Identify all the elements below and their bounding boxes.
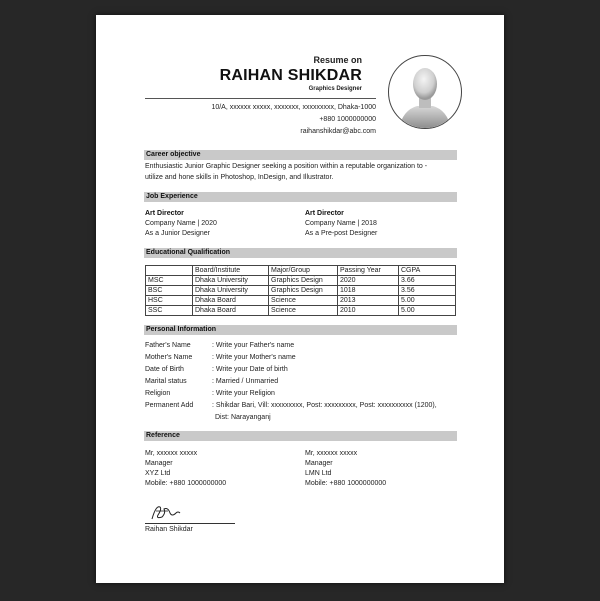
address-continuation: Dist: Narayanganj <box>215 414 271 421</box>
job-position: As a Junior Designer <box>145 230 210 237</box>
table-cell: Science <box>269 306 338 316</box>
table-cell: 1018 <box>338 286 399 296</box>
resume-on-label: Resume on <box>313 55 362 65</box>
table-cell: 2020 <box>338 276 399 286</box>
table-cell: 5.00 <box>399 306 456 316</box>
reference-mobile: Mobile: +880 1000000000 <box>305 480 387 487</box>
table-header-cell <box>146 266 193 276</box>
table-cell: Dhaka Board <box>193 306 269 316</box>
table-cell: HSC <box>146 296 193 306</box>
table-cell: 2013 <box>338 296 399 306</box>
table-cell: Graphics Design <box>269 276 338 286</box>
reference-role: Manager <box>145 460 173 467</box>
education-heading: Educational Qualification <box>144 248 457 258</box>
reference-company: XYZ Ltd <box>145 470 171 477</box>
signature-icon <box>148 501 184 523</box>
table-cell: MSC <box>146 276 193 286</box>
field-label: Mother's Name <box>145 354 193 361</box>
reference-role: Manager <box>305 460 333 467</box>
table-cell: Dhaka Board <box>193 296 269 306</box>
table-header-cell: Passing Year <box>338 266 399 276</box>
field-value: : Write your Religion <box>212 390 275 397</box>
career-objective-heading: Career objective <box>144 150 457 160</box>
table-header-cell: Major/Group <box>269 266 338 276</box>
profile-photo <box>388 55 462 129</box>
header-divider <box>145 98 376 99</box>
education-table <box>145 265 456 316</box>
table-cell: Science <box>269 296 338 306</box>
avatar-silhouette-icon <box>389 56 461 128</box>
job-company: Company Name | 2018 <box>305 220 377 227</box>
signature-name: Raihan Shikdar <box>145 526 193 533</box>
career-objective-line-1: Enthusiastic Junior Graphic Designer seeking a position within a reputable organization to - <box>145 163 428 170</box>
reference-heading: Reference <box>144 431 457 441</box>
table-row <box>146 276 456 286</box>
table-cell: 5.00 <box>399 296 456 306</box>
field-value: : Married / Unmarried <box>212 378 279 385</box>
field-value: : Shikdar Bari, Vill: xxxxxxxxx, Post: xxxxxxxxx, Post: xxxxxxxxxx (1200), <box>212 402 437 409</box>
field-value: : Write your Date of birth <box>212 366 288 373</box>
table-cell: SSC <box>146 306 193 316</box>
field-label: Date of Birth <box>145 366 184 373</box>
phone-text: +880 1000000000 <box>319 116 376 123</box>
career-objective-line-2: utilize and hone skills in Photoshop, InDesign, and Illustrator. <box>145 174 334 181</box>
table-header-cell: Board/Institute <box>193 266 269 276</box>
job-title: Art Director <box>305 210 344 217</box>
table-header-cell: CGPA <box>399 266 456 276</box>
reference-name: Mr, xxxxxx xxxxx <box>305 450 358 457</box>
reference-mobile: Mobile: +880 1000000000 <box>145 480 227 487</box>
table-cell: 3.56 <box>399 286 456 296</box>
table-cell: 2010 <box>338 306 399 316</box>
reference-name: Mr, xxxxxx xxxxx <box>145 450 198 457</box>
candidate-role: Graphics Designer <box>308 86 362 92</box>
table-cell: BSC <box>146 286 193 296</box>
address-text: 10/A, xxxxxx xxxxx, xxxxxxx, xxxxxxxxx, Dhaka-1000 <box>211 104 376 111</box>
job-title: Art Director <box>145 210 184 217</box>
table-cell: Dhaka University <box>193 276 269 286</box>
table-row <box>146 286 456 296</box>
table-header-row <box>146 266 456 276</box>
table-cell: Graphics Design <box>269 286 338 296</box>
job-experience-heading: Job Experience <box>144 192 457 202</box>
field-label: Religion <box>145 390 171 397</box>
field-value: : Write your Mother's name <box>212 354 296 361</box>
email-text: raihanshikdar@abc.com <box>300 128 376 135</box>
field-value: : Write your Father's name <box>212 342 295 349</box>
table-row <box>146 306 456 316</box>
job-position: As a Pre-post Designer <box>305 230 378 237</box>
resume-page <box>96 15 504 583</box>
table-cell: 3.66 <box>399 276 456 286</box>
field-label: Father's Name <box>145 342 191 349</box>
table-cell: Dhaka University <box>193 286 269 296</box>
job-company: Company Name | 2020 <box>145 220 217 227</box>
candidate-name: RAIHAN SHIKDAR <box>219 67 362 84</box>
reference-company: LMN Ltd <box>305 470 332 477</box>
field-label: Permanent Add <box>145 402 194 409</box>
table-row <box>146 296 456 306</box>
field-label: Marital status <box>145 378 187 385</box>
personal-info-heading: Personal Information <box>144 325 457 335</box>
